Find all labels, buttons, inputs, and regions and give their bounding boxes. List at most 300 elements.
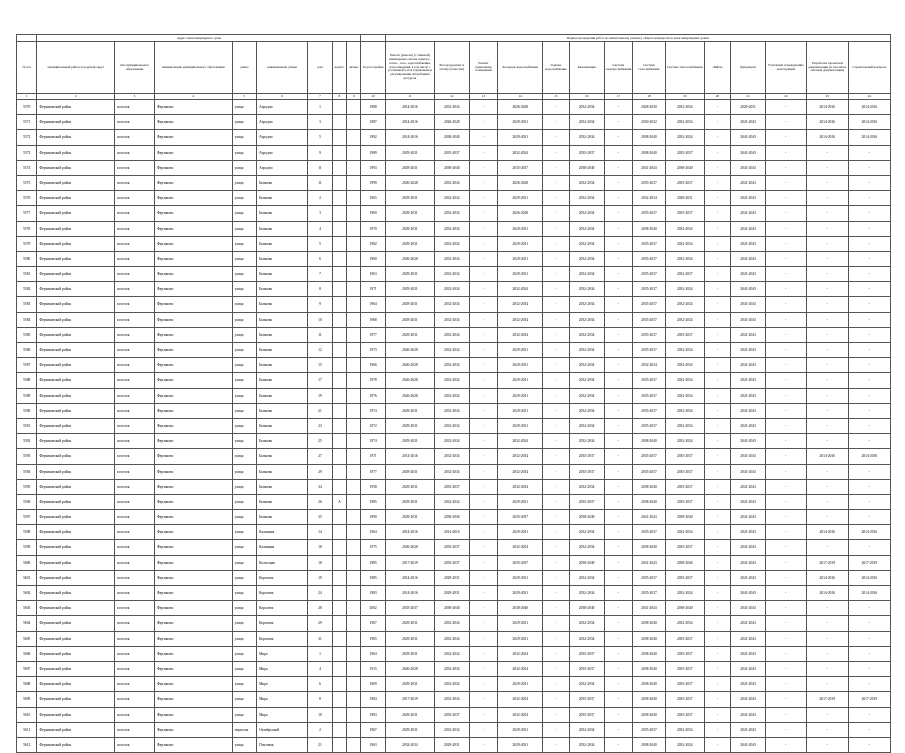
table-cell: 2029-2031 [385,160,434,175]
column-number: 1 [17,94,37,100]
table-cell: 2026-2028 [385,251,434,266]
table-cell: поселок [115,358,155,373]
table-row [17,358,891,373]
table-cell [347,191,361,206]
table-cell: 5575 [17,175,37,190]
table-cell: 1985 [361,570,386,585]
table-cell: Ферзиковский район [37,145,115,160]
column-header: № п/п [17,42,37,94]
table-cell: - [543,221,570,236]
table-cell: 2029-2031 [385,494,434,509]
table-cell: - [469,221,498,236]
table-cell: - [604,631,633,646]
table-cell: 27 [308,449,333,464]
table-cell: поселок [115,191,155,206]
column-number: 16 [569,94,604,100]
table-cell: - [469,403,498,418]
table-cell: 1964 [361,646,386,661]
table-cell: 2032-2034 [498,282,543,297]
table-cell: 2029-2031 [498,343,543,358]
table-cell: 2029-2031 [385,312,434,327]
table-cell: Ферзиково [154,616,232,631]
table-cell: 2032-2034 [569,570,604,585]
table-cell: 2029-2031 [498,236,543,251]
table-cell: поселок [115,510,155,525]
table-cell: - [604,206,633,221]
table-cell: 2014-2016 [848,115,890,130]
table-cell: 2032-2034 [498,327,543,342]
table-cell: 35 [308,510,333,525]
table-cell: 2032-2034 [665,221,704,236]
table-cell: 1965 [361,191,386,206]
table-cell: Бычкова [257,449,308,464]
column-number: 9 [347,94,361,100]
table-cell: - [704,388,731,403]
table-cell: 2041-2043 [731,267,766,282]
table-cell: - [848,206,890,221]
table-cell: 2035-2037 [569,692,604,707]
table-cell: - [704,312,731,327]
table-cell: Бычкова [257,479,308,494]
table-cell: - [806,631,848,646]
table-cell: - [543,722,570,737]
table-cell: 2038-2040 [569,601,604,616]
table-cell: переулок [232,722,257,737]
table-cell: 2038-2040 [665,160,704,175]
table-cell: - [765,540,806,555]
table-cell: 2 [308,191,333,206]
table-cell: 2035-2037 [569,707,604,722]
table-cell: - [604,464,633,479]
table-cell [332,145,346,160]
table-cell: - [543,358,570,373]
table-cell: - [704,510,731,525]
table-row [17,555,891,570]
table-cell: 2026-2028 [385,540,434,555]
table-cell: улица [232,145,257,160]
table-cell: улица [232,282,257,297]
table-cell: 2029-2031 [498,373,543,388]
table-cell: - [704,175,731,190]
table-cell: 2038-2040 [633,479,666,494]
column-header: Утепление ограждающих конструкций [765,42,806,94]
table-cell: 2014-2016 [806,115,848,130]
table-cell: 2032-2034 [665,297,704,312]
table-cell: 1974 [361,403,386,418]
table-cell: Ферзиково [154,586,232,601]
table-cell: 2014-2016 [385,100,434,115]
table-cell: 2032-2034 [569,418,604,433]
table-cell: Ферзиково [154,145,232,160]
table-cell: 2038-2040 [633,677,666,692]
table-cell: - [604,540,633,555]
table-cell: 2032-2034 [665,418,704,433]
table-cell: поселок [115,555,155,570]
table-cell: 5612 [17,737,37,752]
table-cell: Ферзиковский район [37,525,115,540]
table-row [17,282,891,297]
table-cell: - [765,236,806,251]
table-cell: 2041-2043 [731,297,766,312]
table-row [17,479,891,494]
table-cell: улица [232,403,257,418]
table-cell: 2041-2043 [731,373,766,388]
table-cell: - [704,434,731,449]
table-cell: 5587 [17,358,37,373]
column-number: 13 [469,94,498,100]
table-cell: - [704,616,731,631]
table-cell: Аэродом [257,145,308,160]
table-cell: - [543,570,570,585]
table-cell: Бычкова [257,373,308,388]
table-cell: - [765,312,806,327]
table-row [17,434,891,449]
table-cell: 2032-2034 [434,692,469,707]
table-cell: - [806,403,848,418]
table-cell: Ферзиково [154,677,232,692]
table-cell: - [543,388,570,403]
table-cell [332,737,346,752]
table-cell: Бычкова [257,267,308,282]
column-header: корпус [332,42,346,94]
table-row [17,525,891,540]
table-cell: 2035-2037 [569,464,604,479]
table-cell [347,449,361,464]
table-cell: 10 [308,707,333,722]
table-cell: Ферзиковский район [37,479,115,494]
table-cell: 2029-2031 [385,646,434,661]
table-cell: - [469,570,498,585]
table-cell [347,358,361,373]
column-number: 2 [37,94,115,100]
table-cell: - [604,145,633,160]
table-cell: 2014-2016 [806,525,848,540]
table-cell: улица [232,236,257,251]
table-cell: - [806,601,848,616]
table-cell: поселок [115,464,155,479]
table-cell [347,115,361,130]
table-row [17,191,891,206]
table-cell: 2032-2034 [569,175,604,190]
table-cell: 2032-2034 [569,403,604,418]
table-cell: - [806,494,848,509]
table-cell: Бычкова [257,312,308,327]
table-cell: 5599 [17,540,37,555]
table-cell: - [543,251,570,266]
table-cell: 2032-2034 [569,540,604,555]
table-cell: улица [232,115,257,130]
table-cell: - [704,707,731,722]
table-cell: - [765,373,806,388]
table-cell: - [765,586,806,601]
table-cell: - [543,130,570,145]
table-cell: 2038-2040 [633,145,666,160]
table-cell: 2032-2034 [569,631,604,646]
table-cell: - [704,646,731,661]
table-cell: 2026-2028 [385,373,434,388]
table-cell: - [806,206,848,221]
table-cell: 2029-2031 [498,115,543,130]
table-cell: 2032-2034 [498,449,543,464]
table-cell: 2032-2034 [665,251,704,266]
table-cell: 2029-2031 [385,267,434,282]
table-cell: 2032-2034 [569,722,604,737]
table-cell: 29 [308,616,333,631]
table-cell: Бычкова [257,343,308,358]
table-cell: 2038-2040 [633,631,666,646]
table-cell: 2032-2034 [665,586,704,601]
column-header: дом [308,42,333,94]
table-cell: 2035-2037 [665,692,704,707]
table-cell: - [806,707,848,722]
column-number: 6 [257,94,308,100]
column-header: Ремонт подвальных помещений [469,42,498,94]
table-cell: 2041-2043 [731,221,766,236]
table-cell: 6 [308,251,333,266]
table-cell: 5597 [17,510,37,525]
table-cell: 2032-2034 [569,312,604,327]
table-cell: - [704,677,731,692]
table-cell: 5606 [17,646,37,661]
table-cell: Бычкова [257,434,308,449]
table-cell: 2032-2034 [385,737,434,752]
table-cell: 2029-2031 [385,206,434,221]
table-cell: - [765,494,806,509]
column-header: Разработка проектной документации (в том числе сметной документации) [806,42,848,94]
table-cell: Ферзиковский район [37,661,115,676]
table-cell [347,206,361,221]
table-cell: Ферзиковский район [37,343,115,358]
table-cell: 23 [308,418,333,433]
table-cell: поселок [115,221,155,236]
table-cell: - [469,191,498,206]
table-cell: 2014-2016 [385,449,434,464]
table-cell: Ферзиковский район [37,449,115,464]
table-cell: - [806,677,848,692]
table-cell: Ферзиковский район [37,251,115,266]
table-cell: 2038-2040 [633,692,666,707]
column-number: 3 [115,94,155,100]
table-cell: 3 [308,206,333,221]
table-cell: Ферзиково [154,388,232,403]
table-cell: - [704,570,731,585]
table-cell: - [704,221,731,236]
table-cell: - [806,479,848,494]
table-cell: Ферзиково [154,282,232,297]
column-number: 7 [308,94,333,100]
table-cell: - [704,282,731,297]
table-cell: 2032-2034 [498,692,543,707]
table-cell: - [806,373,848,388]
table-cell: - [765,403,806,418]
table-cell [347,388,361,403]
table-cell: - [469,267,498,282]
table-row [17,707,891,722]
table-cell [332,646,346,661]
table-cell: 2038-2040 [569,555,604,570]
table-cell: Ферзиково [154,297,232,312]
column-number: 4 [154,94,232,100]
table-cell [332,449,346,464]
table-cell: 2026-2028 [385,343,434,358]
table-cell: поселок [115,282,155,297]
table-cell: - [704,525,731,540]
table-cell [332,343,346,358]
repair-schedule-table [16,34,891,753]
table-cell: 2032-2034 [434,722,469,737]
table-cell: 2032-2034 [665,282,704,297]
table-cell: 1964 [361,297,386,312]
table-cell: Ферзиковский район [37,646,115,661]
table-cell: 7 [308,267,333,282]
table-cell: - [469,555,498,570]
table-cell: - [543,418,570,433]
table-cell: - [765,525,806,540]
table-cell: 1992 [361,130,386,145]
table-cell: 8 [308,282,333,297]
table-cell: 2032-2034 [498,434,543,449]
table-cell: А [332,494,346,509]
table-cell [332,707,346,722]
table-cell [347,100,361,115]
table-cell: 5571 [17,115,37,130]
table-cell: 2038-2040 [665,510,704,525]
table-cell: 1963 [361,737,386,752]
table-cell: - [604,403,633,418]
table-cell: 2017-2019 [848,692,890,707]
table-cell [347,221,361,236]
table-cell: 2035-2037 [633,343,666,358]
table-cell: 4 [308,661,333,676]
table-cell: - [806,297,848,312]
table-cell [347,677,361,692]
table-row [17,175,891,190]
table-cell: 2041-2043 [731,540,766,555]
table-cell: Ферзиково [154,191,232,206]
table-cell: - [604,251,633,266]
table-cell: 2032-2034 [569,525,604,540]
table-cell: 2032-2034 [434,191,469,206]
table-cell: - [806,540,848,555]
table-cell: 2035-2037 [434,555,469,570]
table-cell: Аэродом [257,130,308,145]
table-row [17,145,891,160]
table-cell: 18 [308,540,333,555]
table-cell: Ферзиково [154,403,232,418]
table-cell: - [765,555,806,570]
table-row [17,160,891,175]
table-cell [347,282,361,297]
table-cell: Бычкова [257,251,308,266]
table-cell: 2032-2034 [665,616,704,631]
table-cell: поселок [115,586,155,601]
table-cell: Ферзиково [154,510,232,525]
table-cell: улица [232,646,257,661]
table-cell: 2032-2034 [665,236,704,251]
table-cell: 5 [308,130,333,145]
table-cell: 2017-2019 [806,555,848,570]
table-cell: 2032-2034 [665,115,704,130]
table-cell: 2035-2037 [434,479,469,494]
table-cell: Бычкова [257,327,308,342]
table-cell: поселок [115,206,155,221]
table-cell: - [806,388,848,403]
table-cell: 2029-2031 [498,191,543,206]
table-cell: - [704,449,731,464]
table-cell: - [543,191,570,206]
table-cell: - [604,677,633,692]
table-cell: 2017-2019 [806,692,848,707]
table-cell: Бычкова [257,206,308,221]
table-cell: - [604,707,633,722]
table-cell: Ферзиковский район [37,677,115,692]
table-cell: 2035-2037 [665,145,704,160]
table-cell: улица [232,327,257,342]
table-cell: - [848,434,890,449]
table-cell: - [848,373,890,388]
table-cell: 2038-2040 [569,510,604,525]
table-cell [332,373,346,388]
table-row [17,251,891,266]
table-cell: 2029-2031 [385,236,434,251]
table-cell: Ферзиковский район [37,418,115,433]
table-cell: 2041-2043 [731,282,766,297]
table-cell: 5610 [17,707,37,722]
table-cell [332,434,346,449]
table-cell: - [765,130,806,145]
table-cell: поселок [115,130,155,145]
table-cell: 2032-2034 [434,631,469,646]
table-cell: поселок [115,646,155,661]
table-cell [332,540,346,555]
table-cell: поселок [115,692,155,707]
table-cell: Ферзиково [154,707,232,722]
table-cell: Королева [257,631,308,646]
table-cell: 2035-2037 [633,236,666,251]
table-cell: 2035-2037 [665,206,704,221]
table-cell: поселок [115,343,155,358]
table-cell: 2038-2040 [633,646,666,661]
column-header: тип муниципального образования [115,42,155,94]
table-cell: - [806,464,848,479]
table-row [17,661,891,676]
table-cell: Ферзиковский район [37,221,115,236]
table-cell: 5607 [17,661,37,676]
table-cell: - [848,358,890,373]
table-cell: 2038-2040 [633,707,666,722]
table-cell: 2032-2034 [569,100,604,115]
table-cell: Ферзиково [154,343,232,358]
table-cell: 1983 [361,586,386,601]
table-cell: Ферзиковский район [37,130,115,145]
table-cell [347,175,361,190]
table-cell [332,631,346,646]
table-cell: - [848,221,890,236]
table-cell [332,236,346,251]
table-cell: - [543,343,570,358]
table-cell: - [765,160,806,175]
table-cell: - [848,175,890,190]
table-cell [347,555,361,570]
table-cell: - [848,267,890,282]
table-cell: 2038-2040 [434,601,469,616]
table-cell: 2032-2034 [665,722,704,737]
table-cell: 1975 [361,540,386,555]
table-cell: 2026-2028 [385,175,434,190]
table-cell: - [469,677,498,692]
table-row [17,616,891,631]
table-cell: - [604,646,633,661]
